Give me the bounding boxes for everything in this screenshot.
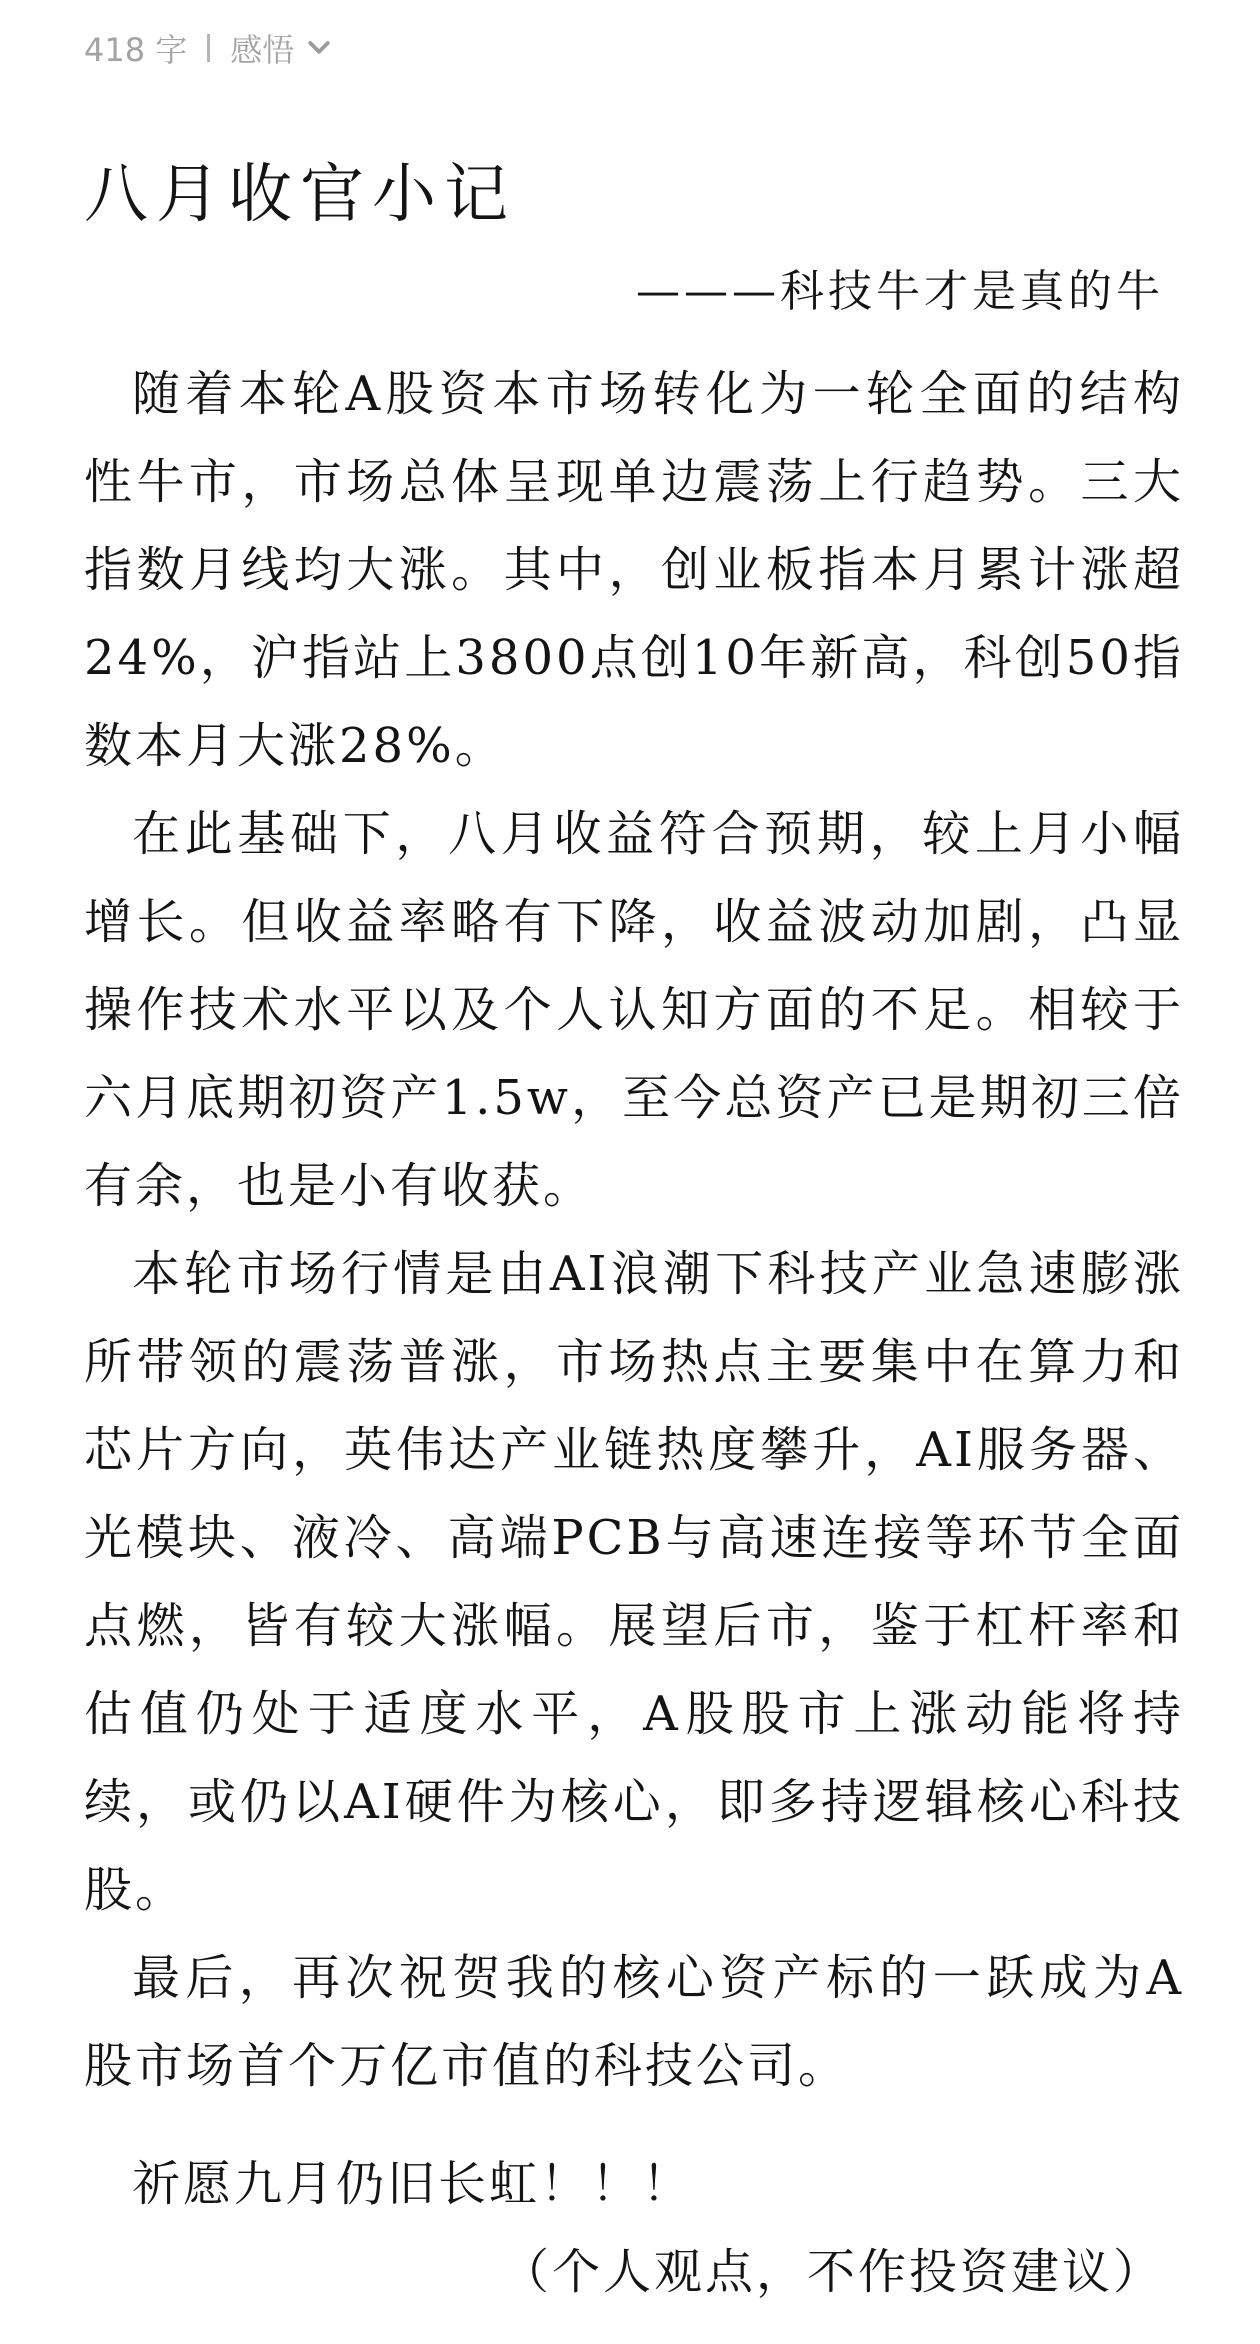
- disclaimer: （个人观点，不作投资建议）: [500, 2244, 1164, 2300]
- paragraph-market-outlook: 本轮市场行情是由AI浪潮下科技产业急速膨涨所带领的震荡普涨，市场热点主要集中在算力和芯片方向，英伟达产业链热度攀升，AI服务器、光模块、液冷、高端PCB与高速连接等环节全面点燃，皆有较大涨幅。展望后市，鉴于杠杆率和估值仍处于适度水平，A股股市上涨动能将持续，或仍以AI硬件为核心，即多持逻辑核心科技股。: [84, 1246, 1184, 1918]
- meta-divider: [207, 34, 210, 62]
- article-subtitle: ———科技牛才是真的牛: [636, 266, 1164, 317]
- word-count: 418 字: [84, 31, 188, 69]
- paragraph-august-returns: 在此基础下，八月收益符合预期，较上月小幅增长。但收益率略有下降，收益波动加剧，凸显操作技术水平以及个人认知方面的不足。相较于六月底期初资产1.5w，至今总资产已是期初三倍有余，也是小有收获。: [84, 806, 1184, 1214]
- paragraph-market-overview: 随着本轮A股资本市场转化为一轮全面的结构性牛市，市场总体呈现单边震荡上行趋势。三大指数月线均大涨。其中，创业板指本月累计涨超24%，沪指站上3800点创10年新高，科创50指数本月大涨28%。: [84, 366, 1184, 774]
- paragraph-congratulations: 最后，再次祝贺我的核心资产标的一跃成为A股市场首个万亿市值的科技公司。: [84, 1950, 1184, 2094]
- chevron-down-icon: [304, 33, 334, 63]
- article-title: 八月收官小记: [84, 158, 516, 232]
- article-body: [84, 350, 1184, 2110]
- closing-wish: 祈愿九月仍旧长虹！！！: [132, 2156, 694, 2212]
- article-meta-bar: [84, 26, 334, 70]
- category-label: 感悟: [230, 31, 295, 69]
- category-selector[interactable]: [230, 25, 334, 71]
